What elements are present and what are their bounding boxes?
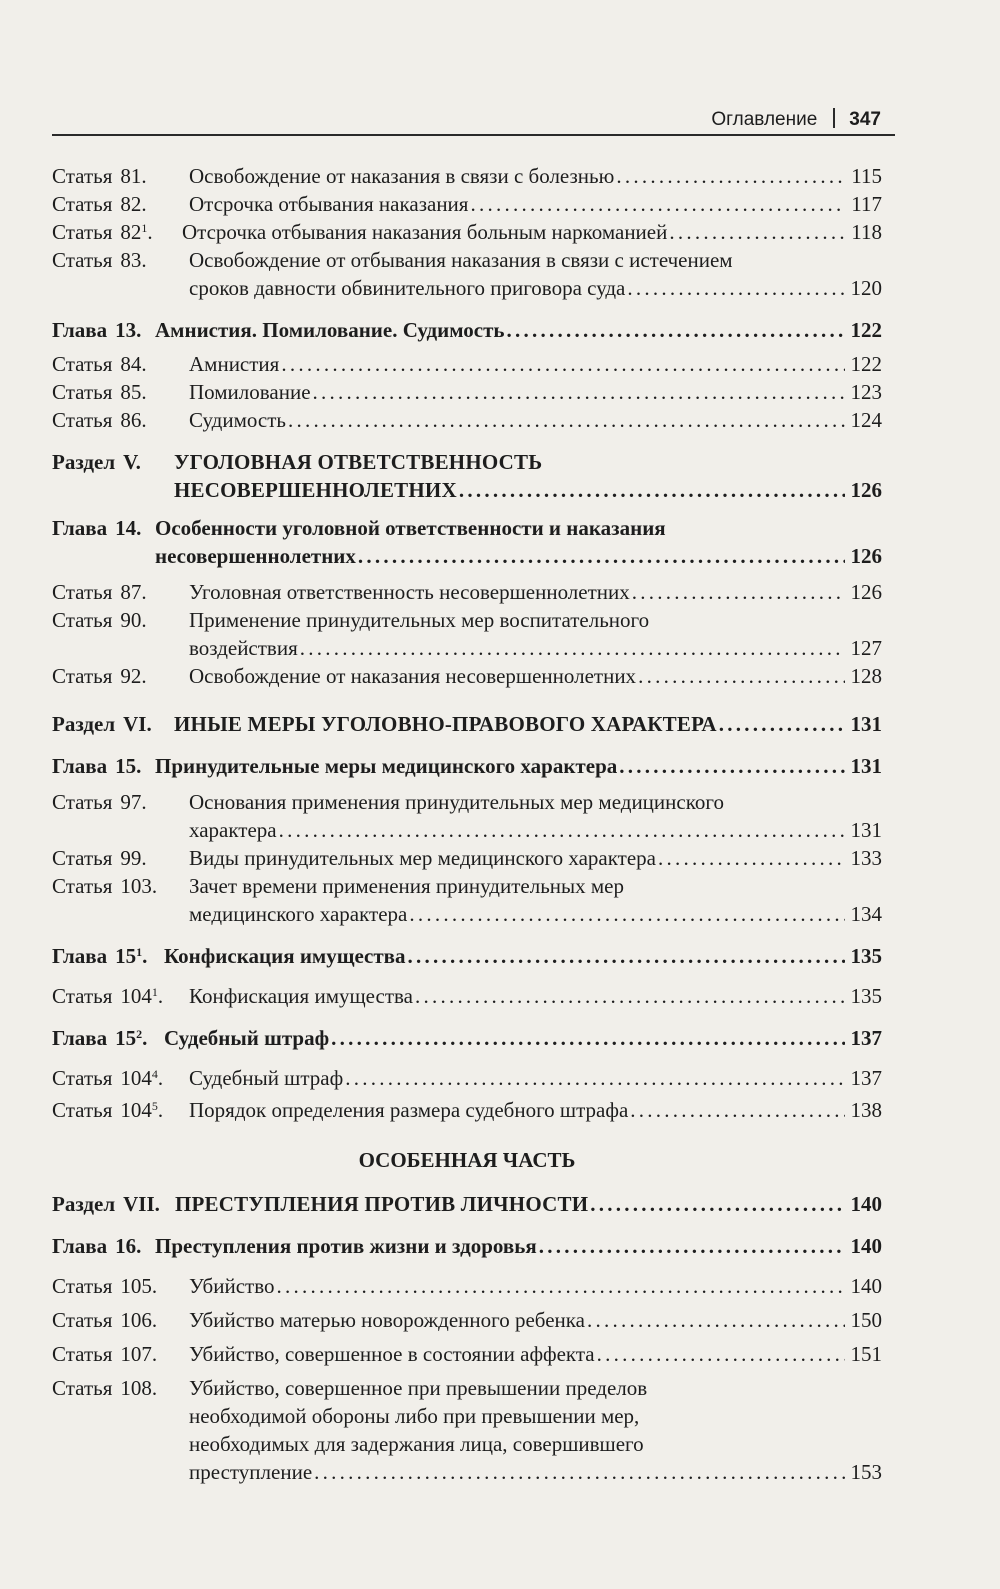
entry-kind-label: Статья	[52, 1376, 113, 1400]
entry-title-text: НЕСОВЕРШЕННОЛЕТНИХ	[174, 478, 457, 502]
entry-number: 81.	[120, 164, 147, 188]
dot-leader	[470, 190, 845, 218]
entry-kind-label: Статья	[52, 1274, 113, 1298]
entry-number: 103.	[120, 874, 158, 898]
entry-label	[52, 1024, 164, 1052]
entry-page-number: 140	[850, 1192, 882, 1216]
toc-entry-article	[52, 190, 882, 218]
entry-page-number: 138	[850, 1098, 882, 1122]
entry-kind-label: Раздел	[52, 1192, 116, 1216]
entry-number: 82.	[120, 192, 147, 216]
toc-entry-article	[52, 1340, 882, 1368]
entry-label	[52, 710, 174, 738]
entry-label	[52, 788, 189, 844]
dot-leader	[288, 406, 845, 434]
entry-label	[52, 1096, 189, 1124]
entry-title-last-line	[189, 274, 882, 302]
toc-entry-article	[52, 1096, 882, 1124]
entry-kind-label: Статья	[52, 248, 113, 272]
entry-title-last-line	[189, 1306, 882, 1334]
toc-entry-chapter	[52, 1232, 882, 1260]
dot-leader	[276, 1272, 844, 1300]
entry-number: 15.	[115, 754, 142, 778]
entry-title-last-line	[189, 1340, 882, 1368]
entry-title-line: Основания применения принудительных мер медицинского	[189, 790, 724, 814]
entry-number: 14.	[115, 516, 142, 540]
entry-title-last-line	[189, 162, 882, 190]
entry-number: 16.	[115, 1234, 142, 1258]
entry-title	[189, 662, 882, 690]
entry-page-number: 122	[850, 352, 882, 376]
entry-kind-label: Статья	[52, 164, 113, 188]
entry-title	[174, 710, 882, 738]
entry-page-number: 126	[850, 478, 882, 502]
entry-label	[52, 1064, 189, 1092]
entry-page-number: 135	[850, 944, 882, 968]
entry-number-superscript: 1	[151, 985, 158, 999]
entry-title	[189, 246, 882, 302]
entry-title	[189, 1306, 882, 1334]
entry-kind-label: Статья	[52, 874, 113, 898]
entry-kind-label: Статья	[52, 790, 113, 814]
entry-title-last-line	[189, 406, 882, 434]
dot-leader	[669, 218, 845, 246]
toc-entry-article	[52, 1306, 882, 1334]
entry-number: 90.	[120, 608, 147, 632]
entry-title	[189, 1272, 882, 1300]
entry-page-number: 122	[850, 318, 882, 342]
toc-entry-chapter	[52, 1024, 882, 1052]
entry-label	[52, 982, 189, 1010]
dot-leader	[459, 476, 845, 504]
entry-title-last-line	[189, 1458, 882, 1486]
entry-title	[164, 942, 882, 970]
entry-number: 85.	[120, 380, 147, 404]
entry-title	[189, 1340, 882, 1368]
entry-label	[52, 246, 189, 302]
entry-title-line: Применение принудительных мер воспитательного	[189, 608, 650, 632]
entry-kind-label: Глава	[52, 516, 108, 540]
entry-label	[52, 1306, 189, 1334]
entry-number-tail: .	[157, 1066, 164, 1090]
entry-number: 108.	[120, 1376, 158, 1400]
dot-leader	[300, 634, 845, 662]
entry-title-last-line	[189, 1272, 882, 1300]
entry-title-text: Отсрочка отбывания наказания	[189, 192, 469, 216]
dot-leader	[507, 316, 845, 344]
entry-number: 107.	[120, 1342, 158, 1366]
entry-page-number: 150	[850, 1308, 882, 1332]
entry-label	[52, 872, 189, 928]
entry-number: 13.	[115, 318, 142, 342]
entry-title-last-line	[164, 942, 882, 970]
dot-leader	[345, 1064, 844, 1092]
entry-title-text: ПРЕСТУПЛЕНИЯ ПРОТИВ ЛИЧНОСТИ	[175, 1192, 589, 1216]
entry-title-last-line	[182, 218, 882, 246]
entry-title	[189, 1096, 882, 1124]
entry-title-text: Судебный штраф	[189, 1066, 344, 1090]
entry-label	[52, 1232, 155, 1260]
entry-page-number: 126	[850, 544, 882, 568]
dot-leader	[331, 1024, 844, 1052]
entry-title-last-line	[155, 752, 882, 780]
entry-title	[189, 350, 882, 378]
toc-entry-article	[52, 872, 882, 928]
entry-label	[52, 844, 189, 872]
entry-title	[189, 1064, 882, 1092]
entry-kind-label: Статья	[52, 1342, 113, 1366]
entry-title-text: Преступления против жизни и здоровья	[155, 1234, 537, 1258]
entry-number: 92.	[120, 664, 147, 688]
entry-title-text: Конфискация имущества	[189, 984, 413, 1008]
entry-page-number: 131	[850, 818, 882, 842]
entry-title-last-line	[189, 634, 882, 662]
toc-entry-chapter	[52, 942, 882, 970]
dot-leader	[638, 662, 844, 690]
entry-title-text: медицинского характера	[189, 902, 408, 926]
toc-entry-section	[52, 1190, 882, 1218]
entry-number: 15	[115, 944, 137, 968]
entry-title	[155, 752, 882, 780]
entry-title-text: сроков давности обвинительного приговора суда	[189, 276, 626, 300]
entry-label	[52, 1374, 189, 1486]
entry-page-number: 134	[850, 902, 882, 926]
dot-leader	[358, 542, 845, 570]
dot-leader	[314, 1458, 844, 1486]
dot-leader	[279, 816, 845, 844]
entry-title-text: Виды принудительных мер медицинского характера	[189, 846, 656, 870]
toc-entry-article	[52, 162, 882, 190]
toc-entry-article	[52, 578, 882, 606]
entry-label	[52, 162, 189, 190]
entry-title-text: воздействия	[189, 636, 298, 660]
entry-kind-label: Раздел	[52, 712, 116, 736]
entry-page-number: 140	[850, 1274, 882, 1298]
entry-kind-label: Статья	[52, 846, 113, 870]
entry-title-last-line	[164, 1024, 882, 1052]
entry-title	[189, 606, 882, 662]
entry-number-superscript: 5	[151, 1099, 158, 1113]
entry-label	[52, 606, 189, 662]
toc-entry-article	[52, 406, 882, 434]
toc-entry-section	[52, 710, 882, 738]
entry-number: 97.	[120, 790, 147, 814]
entry-page-number: 140	[850, 1234, 882, 1258]
entry-number-tail: .	[157, 1098, 164, 1122]
entry-title-last-line	[189, 844, 882, 872]
entry-page-number: 115	[851, 164, 882, 188]
entry-title-text: Освобождение от наказания в связи с болезнью	[189, 164, 615, 188]
entry-title-text: Конфискация имущества	[164, 944, 406, 968]
entry-page-number: 123	[850, 380, 882, 404]
entry-title-text: Порядок определения размера судебного штрафа	[189, 1098, 629, 1122]
dot-leader	[313, 378, 845, 406]
entry-title	[189, 788, 882, 844]
entry-kind-label: Статья	[52, 608, 113, 632]
entry-title	[155, 316, 882, 344]
entry-title-last-line	[189, 350, 882, 378]
dot-leader	[281, 350, 844, 378]
toc-entry-article	[52, 788, 882, 844]
entry-kind-label: Статья	[52, 352, 113, 376]
entry-title	[189, 162, 882, 190]
entry-page-number: 131	[850, 754, 882, 778]
entry-title-last-line	[155, 1232, 882, 1260]
entry-label	[52, 662, 189, 690]
entry-title	[189, 406, 882, 434]
dot-leader	[619, 752, 844, 780]
dot-leader	[408, 942, 845, 970]
entry-kind-label: Статья	[52, 380, 113, 404]
entry-label	[52, 1190, 175, 1218]
entry-number: 87.	[120, 580, 147, 604]
entry-title	[175, 1190, 882, 1218]
part-heading: ОСОБЕННАЯ ЧАСТЬ	[358, 1148, 576, 1172]
entry-kind-label: Статья	[52, 408, 113, 432]
entry-kind-label: Статья	[52, 1066, 113, 1090]
entry-number: 104	[120, 1066, 152, 1090]
entry-title-last-line	[189, 578, 882, 606]
entry-title-last-line	[174, 476, 882, 504]
toc-entry-article	[52, 1064, 882, 1092]
entry-number: 104	[120, 984, 152, 1008]
entry-kind-label: Глава	[52, 1234, 108, 1258]
entry-title-last-line	[189, 190, 882, 218]
toc-entry-article	[52, 662, 882, 690]
entry-title-text: Уголовная ответственность несовершеннолетних	[189, 580, 630, 604]
entry-title-last-line	[189, 378, 882, 406]
entry-title-last-line	[189, 1064, 882, 1092]
entry-title	[189, 872, 882, 928]
dot-leader	[539, 1232, 845, 1260]
entry-title-text: Судимость	[189, 408, 286, 432]
entry-page-number: 137	[850, 1066, 882, 1090]
entry-kind-label: Статья	[52, 580, 113, 604]
entry-page-number: 120	[850, 276, 882, 300]
entry-kind-label: Глава	[52, 318, 108, 342]
entry-title-text: несовершеннолетних	[155, 544, 356, 568]
entry-kind-label: Глава	[52, 944, 108, 968]
entry-number: 15	[115, 1026, 137, 1050]
entry-title-last-line	[175, 1190, 882, 1218]
entry-title-text: Помилование	[189, 380, 311, 404]
entry-title-line: УГОЛОВНАЯ ОТВЕТСТВЕННОСТЬ	[174, 450, 543, 474]
entry-title	[189, 578, 882, 606]
toc-entry-article	[52, 246, 882, 302]
entry-number: VI.	[123, 712, 152, 736]
toc-entry-chapter	[52, 514, 882, 570]
entry-title	[155, 514, 882, 570]
running-header	[52, 108, 895, 136]
entry-title-text: Убийство	[189, 1274, 275, 1298]
entry-number-tail: .	[147, 220, 153, 244]
entry-number: V.	[123, 450, 141, 474]
entry-kind-label: Статья	[52, 984, 113, 1008]
entry-number-superscript: 4	[151, 1067, 158, 1081]
entry-title-line: Особенности уголовной ответственности и наказания	[155, 516, 666, 540]
dot-leader	[415, 982, 845, 1010]
toc-entry-chapter	[52, 316, 882, 344]
entry-number-superscript: 2	[136, 1027, 143, 1041]
entry-title-text: Амнистия	[189, 352, 280, 376]
entry-title	[189, 190, 882, 218]
entry-number: 83.	[120, 248, 147, 272]
dot-leader	[627, 274, 844, 302]
entry-number: 84.	[120, 352, 147, 376]
dot-leader	[719, 710, 845, 738]
entry-number: 106.	[120, 1308, 158, 1332]
toc-entry-article	[52, 844, 882, 872]
entry-number-tail: .	[142, 1026, 148, 1050]
entry-page-number: 151	[850, 1342, 882, 1366]
entry-number-tail: .	[142, 944, 148, 968]
entry-page-number: 127	[850, 636, 882, 660]
entry-page-number: 133	[850, 846, 882, 870]
entry-number-tail: .	[157, 984, 164, 1008]
entry-label	[52, 190, 189, 218]
toc-entry-chapter	[52, 752, 882, 780]
entry-kind-label: Глава	[52, 1026, 108, 1050]
entry-page-number: 131	[850, 712, 882, 736]
entry-title-last-line	[155, 316, 882, 344]
entry-title-last-line	[174, 710, 882, 738]
entry-number: VII.	[123, 1192, 160, 1216]
dot-leader	[587, 1306, 845, 1334]
entry-title-line: Зачет времени применения принудительных мер	[189, 874, 624, 898]
header-divider	[833, 108, 835, 128]
entry-label	[52, 350, 189, 378]
entry-title	[164, 1024, 882, 1052]
entry-title-text: Убийство матерью новорожденного ребенка	[189, 1308, 585, 1332]
dot-leader	[590, 1190, 844, 1218]
entry-title-text: Отсрочка отбывания наказания больным наркоманией	[182, 220, 668, 244]
entry-title	[189, 844, 882, 872]
dot-leader	[409, 900, 844, 928]
toc-entry-article	[52, 982, 882, 1010]
entry-title	[182, 218, 882, 246]
entry-page-number: 128	[850, 664, 882, 688]
entry-title	[155, 1232, 882, 1260]
entry-label	[52, 1272, 189, 1300]
entry-kind-label: Статья	[52, 1308, 113, 1332]
entry-title-text: Амнистия. Помилование. Судимость	[155, 318, 505, 342]
entry-label	[52, 514, 155, 570]
entry-kind-label: Глава	[52, 754, 108, 778]
entry-title-line: Убийство, совершенное при превышении пределов	[189, 1376, 648, 1400]
entry-page-number: 135	[850, 984, 882, 1008]
table-of-contents	[52, 162, 882, 1486]
entry-title-line: Освобождение от отбывания наказания в связи с истечением	[189, 248, 733, 272]
entry-page-number: 153	[850, 1460, 882, 1484]
entry-label	[52, 378, 189, 406]
toc-entry-article	[52, 1272, 882, 1300]
toc-entry-article	[52, 378, 882, 406]
entry-kind-label: Статья	[52, 664, 113, 688]
entry-title	[189, 378, 882, 406]
entry-title-text: Убийство, совершенное в состоянии аффекта	[189, 1342, 595, 1366]
entry-page-number: 124	[850, 408, 882, 432]
toc-entry-section	[52, 448, 882, 504]
entry-page-number: 126	[850, 580, 882, 604]
entry-label	[52, 578, 189, 606]
entry-label	[52, 448, 174, 504]
entry-page-number: 118	[851, 220, 882, 244]
entry-title-last-line	[189, 900, 882, 928]
entry-title	[189, 982, 882, 1010]
entry-kind-label: Статья	[52, 220, 113, 244]
dot-leader	[632, 578, 845, 606]
entry-label	[52, 316, 155, 344]
toc-entry-article	[52, 1374, 882, 1486]
entry-number-superscript: 1	[141, 221, 148, 235]
entry-title-text: ИНЫЕ МЕРЫ УГОЛОВНО-ПРАВОВОГО ХАРАКТЕРА	[174, 712, 717, 736]
entry-title-last-line	[189, 1096, 882, 1124]
dot-leader	[597, 1340, 845, 1368]
entry-label	[52, 218, 182, 246]
entry-title-line: необходимой обороны либо при превышении мер,	[189, 1404, 640, 1428]
entry-title-text: Освобождение от наказания несовершеннолетних	[189, 664, 637, 688]
entry-number: 104	[120, 1098, 152, 1122]
entry-title-text: Судебный штраф	[164, 1026, 330, 1050]
toc-entry-article	[52, 350, 882, 378]
page-number: 347	[849, 109, 881, 130]
entry-number-superscript: 1	[136, 945, 143, 959]
header-right	[711, 108, 881, 132]
entry-title	[189, 1374, 882, 1486]
entry-title-last-line	[189, 816, 882, 844]
entry-kind-label: Раздел	[52, 450, 116, 474]
entry-label	[52, 942, 164, 970]
toc-entry-article	[52, 218, 882, 246]
dot-leader	[658, 844, 845, 872]
entry-title	[174, 448, 882, 504]
entry-number: 99.	[120, 846, 147, 870]
entry-title-last-line	[189, 982, 882, 1010]
header-title: Оглавление	[711, 109, 818, 130]
entry-label	[52, 1340, 189, 1368]
entry-title-text: Принудительные меры медицинского характера	[155, 754, 618, 778]
dot-leader	[616, 162, 845, 190]
entry-number: 82	[120, 220, 142, 244]
entry-title-text: характера	[189, 818, 277, 842]
entry-title-text: преступление	[189, 1460, 313, 1484]
entry-title-last-line	[189, 662, 882, 690]
dot-leader	[630, 1096, 844, 1124]
entry-kind-label: Статья	[52, 1098, 113, 1122]
entry-label	[52, 752, 155, 780]
entry-number: 86.	[120, 408, 147, 432]
entry-page-number: 137	[850, 1026, 882, 1050]
entry-number: 105.	[120, 1274, 158, 1298]
entry-title-last-line	[155, 542, 882, 570]
entry-title-line: необходимых для задержания лица, совершившего	[189, 1432, 644, 1456]
toc-entry-article	[52, 606, 882, 662]
entry-kind-label: Статья	[52, 192, 113, 216]
entry-page-number: 117	[851, 192, 882, 216]
entry-label	[52, 406, 189, 434]
